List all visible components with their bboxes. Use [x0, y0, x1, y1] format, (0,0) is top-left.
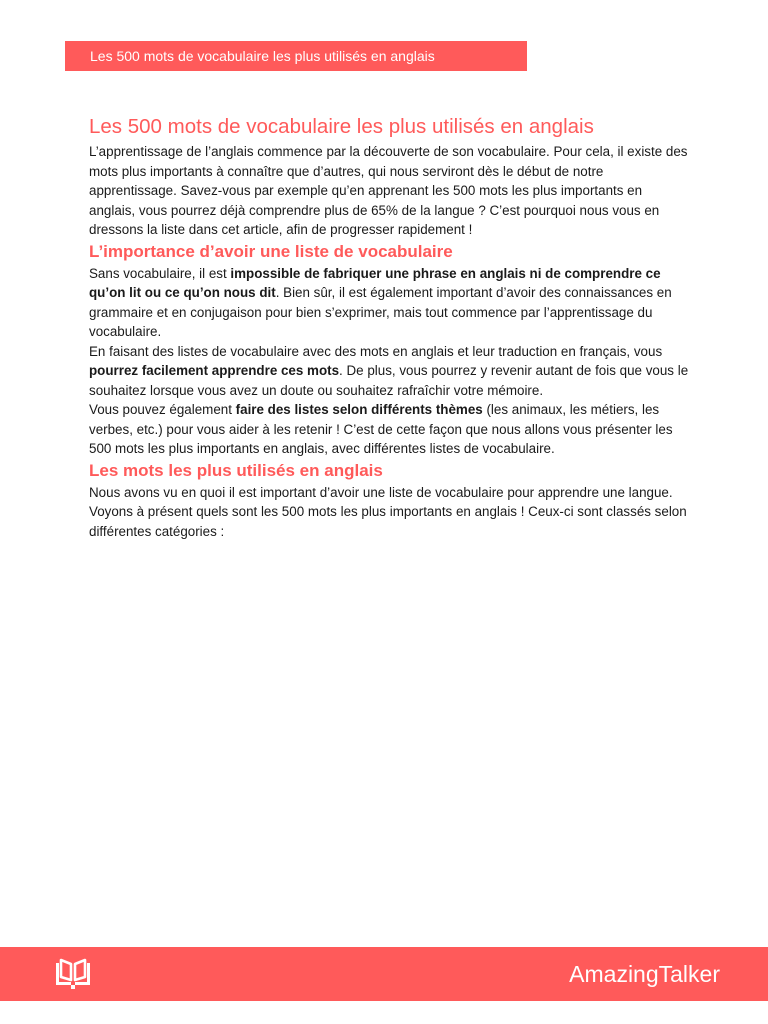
article [89, 112, 689, 541]
bold-text: pourrez facilement apprendre ces mots [89, 363, 340, 378]
bold-text: faire des listes selon différents thèmes [235, 402, 483, 417]
text-run: Vous pouvez également [89, 402, 236, 417]
text-run: En faisant des listes de vocabulaire avec des mots en anglais et leur traduction en français, vous [89, 343, 663, 359]
paragraph-importance [89, 264, 689, 342]
section-heading-most-used-words: Les mots les plus utilisés en anglais [89, 460, 383, 480]
intro-paragraph: L’apprentissage de l’anglais commence par la découverte de son vocabulaire. Pour cela, il existe des mots plus importants à connaître que d’autres, qui nous serviront dès le début de notre apprentissage. Savez-vous par exemple qu’en apprenant les 500 mots les plus importants en anglais, vous pourrez déjà comprendre plus de 65% de la langue ? C’est pourquoi nous vous en dressons la liste dans cet article, afin de progresser rapidement ! [89, 144, 688, 237]
text-run: . Bien sûr, il est également important d’avoir des connaissances en grammaire et en conjugaison pour bien s’exprimer, mais tout commence par l’apprentissage du vocabulaire. [89, 285, 672, 339]
header-banner: Les 500 mots de vocabulaire les plus utilisés en anglais [65, 41, 527, 71]
section-heading-vocabulary-list: L’importance d’avoir une liste de vocabulaire [89, 241, 453, 261]
text-run: . De plus, vous pourrez y revenir autant de fois que vous le souhaitez lorsque vous avez un doute ou souhaitez rafraîchir votre mémoire. [89, 363, 689, 398]
paragraph-categories: Nous avons vu en quoi il est important d’avoir une liste de vocabulaire pour apprendre une langue. Voyons à présent quels sont les 500 mots les plus importants en anglais ! Ceux-ci sont classés selon différentes catégories : [89, 484, 687, 539]
footer-bar [0, 947, 768, 1001]
paragraph-translation-lists [89, 342, 689, 401]
bold-text: impossible de fabriquer une phrase en anglais ni de comprendre ce qu’on lit ou ce qu’on nous dit [89, 265, 661, 300]
brand-logo: AmazingTalker [569, 961, 720, 987]
page-title: Les 500 mots de vocabulaire les plus utilisés en anglais [89, 115, 594, 138]
text-run: Sans vocabulaire, il est [89, 265, 231, 281]
text-run: (les animaux, les métiers, les verbes, etc.) pour vous aider à les retenir ! C’est de cette façon que nous allons vous présenter les 500 mots les plus importants en anglais, avec différentes listes de vocabulaire. [89, 402, 673, 456]
paragraph-themes [89, 400, 689, 459]
open-book-icon [54, 958, 92, 990]
